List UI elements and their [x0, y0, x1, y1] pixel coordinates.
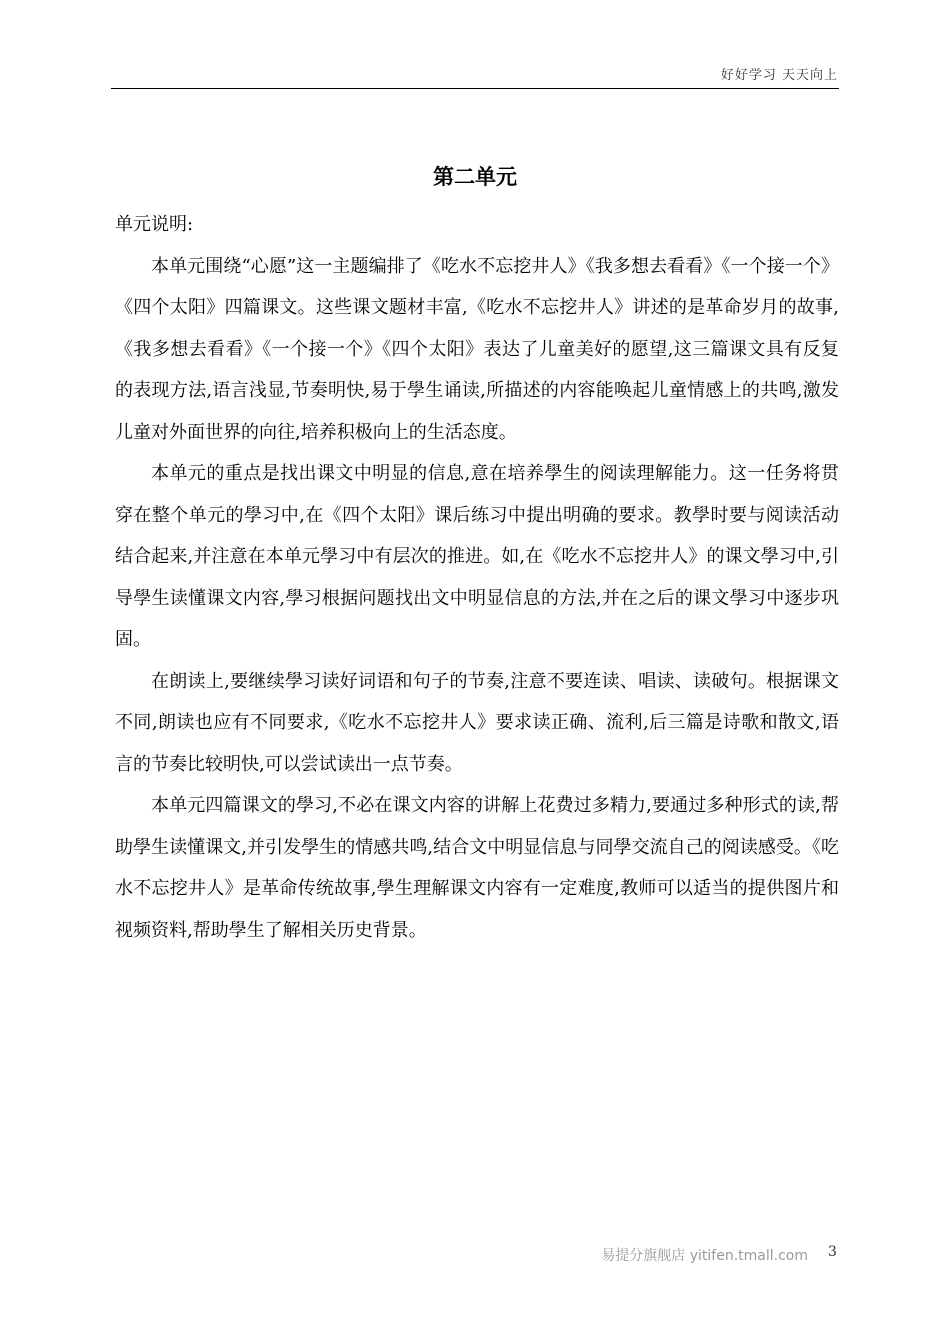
paragraph-3: 在朗读上,要继续學习读好词语和句子的节奏,注意不要连读、唱读、读破句。根据课文不同,朗读也应有不同要求,《吃水不忘挖井人》要求读正确、流利,后三篇是诗歌和散文,语言的节奏比较明快,可以尝试读出一点节奏。 — [115, 670, 839, 775]
page-number: 3 — [828, 1244, 837, 1260]
header-divider — [111, 88, 839, 89]
paragraph-2: 本单元的重点是找出课文中明显的信息,意在培养學生的阅读理解能力。这一任务将贯穿在整个单元的學习中,在《四个太阳》课后练习中提出明确的要求。教學时要与阅读活动结合起来,并注意在本单元學习中有层次的推进。如,在《吃水不忘挖井人》的课文學习中,引导學生读懂课文内容,學习根据问题找出文中明显信息的方法,并在之后的课文學习中逐步巩固。 — [115, 463, 839, 650]
page-title: 第二单元 — [433, 165, 517, 189]
page-header: 好好学习 天天向上 — [720, 68, 838, 83]
section-label: 单元说明: — [115, 214, 194, 235]
paragraph-1: 本单元围绕“心愿”这一主题编排了《吃水不忘挖井人》《我多想去看看》《一个接一个》《四个太阳》四篇课文。这些课文题材丰富,《吃水不忘挖井人》讲述的是革命岁月的故事,《我多想去看看》《一个接一个》《四个太阳》表达了儿童美好的愿望,这三篇课文具有反复的表现方法,语言浅显,节奏明快,易于學生诵读,所描述的内容能唤起儿童情感上的共鸣,激发儿童对外面世界的向往,培养积极向上的生活态度。 — [115, 255, 839, 443]
footer-watermark: 易提分旗舰店 yitifen.tmall.com — [601, 1248, 808, 1264]
document-body — [115, 204, 839, 951]
paragraph-4: 本单元四篇课文的學习,不必在课文内容的讲解上花费过多精力,要通过多种形式的读,帮助學生读懂课文,并引发學生的情感共鸣,结合文中明显信息与同學交流自己的阅读感受。《吃水不忘挖井人》是革命传统故事,學生理解课文内容有一定难度,教师可以适当的提供图片和视频资料,帮助學生了解相关历史背景。 — [115, 795, 839, 941]
